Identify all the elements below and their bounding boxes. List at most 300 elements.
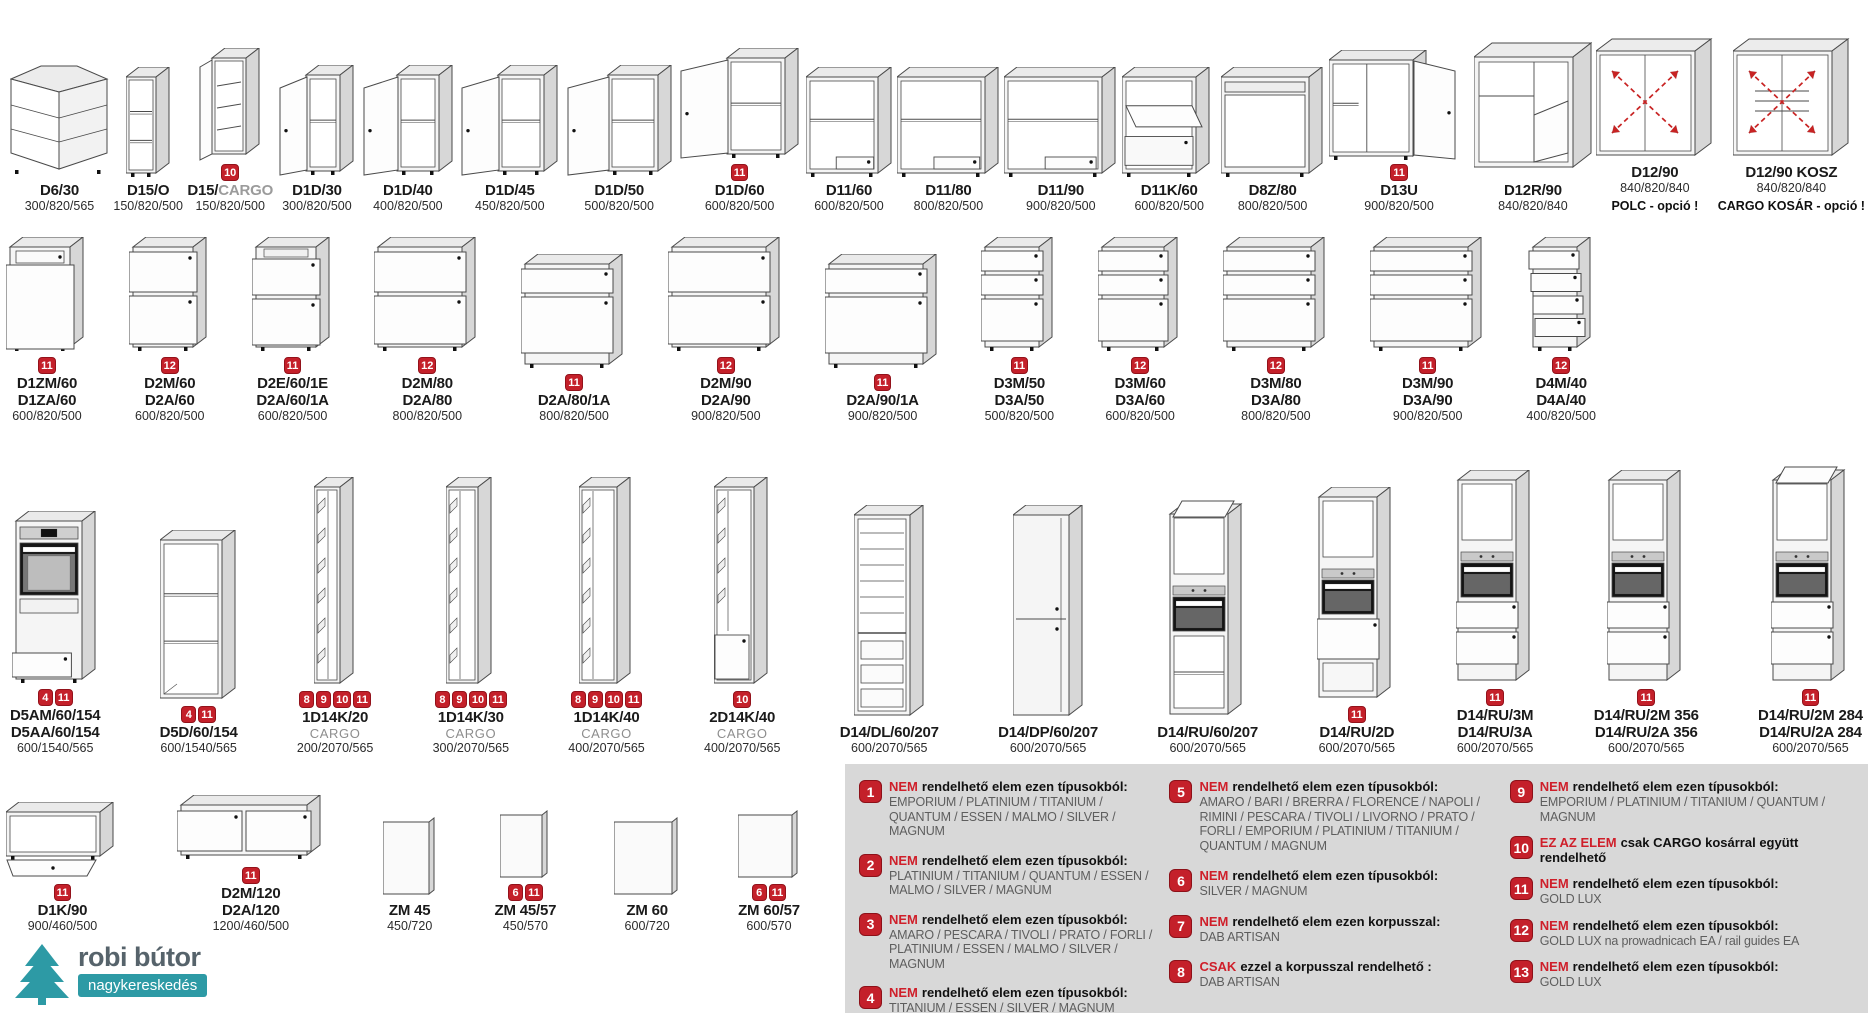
cabinet-code: D2M/90 xyxy=(700,375,752,392)
cabinet-code: D2A/80 xyxy=(402,392,453,409)
legend-item-7 xyxy=(1169,914,1497,945)
cabinet-subtype: CARGO xyxy=(581,726,632,741)
cabinet-dimensions: 600/2070/565 xyxy=(1608,741,1685,755)
cabinet-line-drawing xyxy=(361,65,455,179)
cabinet-item-d14-ru-2d xyxy=(1317,487,1396,756)
restriction-badge-6: 6 xyxy=(508,884,523,901)
badge-group xyxy=(1011,357,1029,374)
cabinet-code: 1D14K/30 xyxy=(437,709,504,726)
legend-text xyxy=(1199,779,1497,853)
cabinet-dimensions: 400/820/500 xyxy=(1526,409,1596,423)
cabinet-dimensions: 900/820/500 xyxy=(691,409,761,423)
legend-text xyxy=(889,912,1157,972)
cabinet-code: D2E/60/1E xyxy=(257,375,328,392)
cabinet-line-drawing xyxy=(668,237,784,355)
cabinet-dimensions: 900/820/500 xyxy=(1026,199,1096,213)
cabinet-code: D2A/120 xyxy=(221,902,280,919)
cabinet-code: D5D/60/154 xyxy=(159,724,238,741)
cabinet-line-drawing xyxy=(1098,237,1182,355)
restriction-badge-11: 11 xyxy=(1802,689,1820,706)
cabinet-line-drawing xyxy=(854,505,925,721)
cabinet-subtype: CARGO xyxy=(309,726,361,741)
restriction-badge-4: 4 xyxy=(181,706,196,723)
cabinet-line-drawing xyxy=(1013,505,1084,721)
cabinet-line-drawing xyxy=(1370,237,1486,355)
cabinet-dimensions: 900/820/500 xyxy=(1392,409,1463,423)
cabinet-code: D12R/90 xyxy=(1504,182,1562,199)
legend-lead-word: NEM xyxy=(1539,779,1569,794)
cabinet-item-d15-cargo xyxy=(187,48,273,214)
cabinet-dimensions: 900/820/500 xyxy=(847,409,918,423)
legend-headline xyxy=(889,985,1128,1000)
legend-headline xyxy=(1540,835,1858,865)
cabinet-item-d2m-60 xyxy=(129,237,211,424)
cabinet-code: D2A/90/1A xyxy=(846,392,919,409)
legend-head-rest: rendelhető elem ezen típusokból: xyxy=(1572,917,1779,933)
cabinet-item-d1k-90 xyxy=(6,802,119,934)
cabinet-code: D2A/80/1A xyxy=(537,392,611,409)
cabinet-code: D1K/90 xyxy=(37,902,88,919)
legend-type-list: GOLD LUX xyxy=(1539,892,1602,906)
cabinet-dimensions: 600/1540/565 xyxy=(16,741,94,755)
restriction-badge-10: 10 xyxy=(333,691,351,708)
cabinet-line-drawing xyxy=(374,237,480,355)
cabinet-subtype: CARGO xyxy=(445,726,497,741)
cabinet-line-drawing xyxy=(177,795,325,865)
legend-lead-word: NEM xyxy=(889,911,918,927)
cabinet-line-drawing xyxy=(6,237,88,355)
cabinet-row-tall xyxy=(0,430,1873,756)
badge-group xyxy=(508,884,543,901)
restriction-badge-11: 11 xyxy=(353,691,371,708)
cabinet-code: D1D/60 xyxy=(714,182,765,199)
legend-headline xyxy=(1199,868,1438,883)
cabinet-code: ZM 60 xyxy=(626,902,668,919)
cabinet-code: D3M/90 xyxy=(1401,375,1454,392)
legend-type-list: EMPORIUM / PLATINIUM / TITANIUM / QUANTUM / ESSEN / MALMO / SILVER / MAGNUM xyxy=(889,795,1116,838)
legend-item-13 xyxy=(1510,959,1858,990)
legend-lead-word: NEM xyxy=(1199,779,1229,794)
cabinet-dimensions: 500/820/500 xyxy=(584,199,654,213)
legend-item-9 xyxy=(1510,779,1858,824)
cabinet-dimensions: 600/820/500 xyxy=(257,409,328,423)
cabinet-code: D2M/60 xyxy=(144,375,196,392)
cabinet-dimensions: 400/2070/565 xyxy=(568,741,645,755)
legend-type-list: GOLD LUX xyxy=(1539,975,1602,989)
cabinet-item-d11-80 xyxy=(897,67,1000,214)
legend-item-5 xyxy=(1169,779,1497,853)
cabinet-item-d3m-90 xyxy=(1370,237,1486,424)
cabinet-dimensions: 600/2070/565 xyxy=(1009,741,1087,755)
logo-brand-text: robi bútor xyxy=(78,942,201,972)
legend-type-list: AMARO / BARI / BRERRA / FLORENCE / NAPOLI / RIMINI / PESCARA / TIVOLI / LIVORNO / PRATO / FORLI / EMPORIUM / PLATINIUM / TITANIUM / QUANTUM / MAGNUM xyxy=(1199,795,1480,853)
legend-column-1 xyxy=(859,779,1157,1015)
cabinet-line-drawing xyxy=(252,237,334,355)
legend-item-12 xyxy=(1510,918,1858,949)
cabinet-code: D14/RU/60/207 xyxy=(1157,724,1259,741)
legend-lead-word: NEM xyxy=(889,985,918,1000)
cabinet-code: ZM 45 xyxy=(388,902,431,919)
cabinet-line-drawing xyxy=(521,254,627,372)
cabinet-item-d5am-60-154 xyxy=(10,511,100,756)
legend-headline xyxy=(889,853,1157,868)
legend-item-8 xyxy=(1169,959,1497,990)
legend-number-badge: 13 xyxy=(1510,960,1533,983)
legend-item-2 xyxy=(859,853,1157,898)
cabinet-item-d14-ru-60-207 xyxy=(1157,489,1258,756)
badge-group xyxy=(284,357,302,374)
cabinet-item-d3m-50 xyxy=(981,237,1057,424)
cabinet-line-drawing xyxy=(738,810,800,882)
legend-number-badge: 1 xyxy=(859,780,882,803)
cabinet-line-drawing xyxy=(314,477,357,689)
legend-type-list: PLATINIUM / TITANIUM / QUANTUM / ESSEN / MALMO / SILVER / MAGNUM xyxy=(889,868,1149,897)
cabinet-option-note: POLC - opció ! xyxy=(1611,199,1699,213)
legend-headline xyxy=(1540,876,1779,891)
legend-lead-word: NEM xyxy=(1539,917,1569,933)
cabinet-dimensions: 300/2070/565 xyxy=(432,741,510,755)
cabinet-item-1d14k-30 xyxy=(433,477,509,756)
badge-group xyxy=(161,357,179,374)
cabinet-line-drawing xyxy=(446,477,495,689)
legend-head-rest: csak CARGO kosárral együtt rendelhető xyxy=(1539,835,1799,865)
badge-group xyxy=(1267,357,1285,374)
cabinet-item-d12-90-kosz xyxy=(1718,37,1865,214)
badge-group xyxy=(874,374,892,391)
cabinet-dimensions: 600/1540/565 xyxy=(160,741,237,755)
legend-lead-word: NEM xyxy=(1539,959,1569,974)
cabinet-line-drawing xyxy=(825,254,941,372)
legend-headline xyxy=(1199,914,1440,929)
badge-group xyxy=(242,867,260,884)
cabinet-code: D6/30 xyxy=(39,182,80,199)
badge-group xyxy=(717,357,735,374)
cabinet-code: 2D14K/40 xyxy=(709,709,776,726)
cabinet-line-drawing xyxy=(806,67,893,179)
legend-headline xyxy=(1540,918,1799,933)
badge-group xyxy=(731,164,749,181)
restriction-badge-6: 6 xyxy=(752,884,767,901)
cabinet-code: D4M/40 xyxy=(1535,375,1587,392)
legend-number-badge: 10 xyxy=(1510,836,1533,859)
cabinet-item-d2e-60-1e xyxy=(252,237,334,424)
cabinet-item-d14-ru-2m-356 xyxy=(1594,470,1699,756)
cabinet-dimensions: 600/2070/565 xyxy=(1318,741,1396,755)
cabinet-dimensions: 300/820/565 xyxy=(24,199,95,213)
restriction-badge-11: 11 xyxy=(1348,706,1366,723)
restriction-badge-8: 8 xyxy=(571,691,586,708)
cabinet-item-d14-ru-3m xyxy=(1456,470,1535,756)
restriction-badge-12: 12 xyxy=(717,357,735,374)
legend-number-badge: 4 xyxy=(859,986,882,1009)
legend-headline xyxy=(1199,959,1431,974)
cabinet-item-zm-45-57 xyxy=(495,810,557,934)
cabinet-item-zm-45 xyxy=(383,817,437,934)
cabinet-item-d2m-90 xyxy=(668,237,784,424)
legend-lead-word: CSAK xyxy=(1199,959,1237,974)
cabinet-dimensions: 150/820/500 xyxy=(113,199,183,213)
restriction-badge-11: 11 xyxy=(1011,357,1029,374)
legend-lead-word: NEM xyxy=(1539,876,1569,891)
cabinet-item-d4m-40 xyxy=(1526,237,1596,424)
cabinet-item-d2a-90-1a xyxy=(825,254,941,424)
cabinet-line-drawing xyxy=(1168,489,1247,721)
cabinet-item-d11-90 xyxy=(1004,67,1117,214)
cabinet-line-drawing xyxy=(500,810,550,882)
cabinet-item-zm-60-57 xyxy=(738,810,800,934)
cabinet-item-d3m-60 xyxy=(1098,237,1182,424)
cabinet-line-drawing xyxy=(129,237,211,355)
restriction-badge-12: 12 xyxy=(1552,357,1570,374)
legend-column-2 xyxy=(1169,779,1497,1005)
cabinet-line-drawing xyxy=(1771,455,1850,687)
cabinet-dimensions: 600/2070/565 xyxy=(1169,741,1246,755)
cabinet-item-d15-o xyxy=(113,67,183,214)
legend-number-badge: 6 xyxy=(1169,869,1192,892)
legend-head-rest: rendelhető elem ezen típusokból: xyxy=(1572,876,1779,891)
restriction-badge-8: 8 xyxy=(435,691,450,708)
restriction-badge-11: 11 xyxy=(54,884,72,901)
legend-type-list: DAB ARTISAN xyxy=(1199,929,1280,944)
legend-item-10 xyxy=(1510,835,1858,865)
cabinet-code: D14/DL/60/207 xyxy=(839,724,939,741)
legend-head-rest: rendelhető elem ezen típusokból: xyxy=(921,852,1128,868)
legend-head-rest: rendelhető elem ezen korpusszal: xyxy=(1232,913,1441,929)
legend-type-list: GOLD LUX na prowadnicach EA / rail guides EA xyxy=(1539,933,1800,948)
legend-column-3 xyxy=(1510,779,1858,1005)
cabinet-code: D14/RU/2M 356 xyxy=(1593,707,1699,724)
cabinet-line-drawing xyxy=(678,48,801,162)
cabinet-item-d14-dl-60-207 xyxy=(840,505,939,756)
cabinet-line-drawing xyxy=(6,802,119,882)
restriction-badge-11: 11 xyxy=(565,374,583,391)
cabinet-item-d1zm-60 xyxy=(6,237,88,424)
legend-head-rest: rendelhető elem ezen típusokból: xyxy=(921,985,1128,1000)
cabinet-line-drawing xyxy=(1223,237,1329,355)
cabinet-code: D1D/45 xyxy=(484,182,535,199)
cabinet-item-d8z-80 xyxy=(1221,67,1324,214)
restriction-badge-12: 12 xyxy=(418,357,436,374)
cabinet-item-2d14k-40 xyxy=(704,477,780,756)
cabinet-line-drawing xyxy=(1004,67,1117,179)
badge-group xyxy=(1348,706,1366,723)
legend-head-rest: ezzel a korpusszal rendelhető : xyxy=(1240,959,1432,974)
cabinet-dimensions: 300/820/500 xyxy=(282,199,352,213)
cabinet-item-d1d-45 xyxy=(459,65,560,214)
restriction-badge-8: 8 xyxy=(299,691,314,708)
cabinet-line-drawing xyxy=(714,477,771,689)
cabinet-dimensions: 1200/460/500 xyxy=(212,919,290,933)
legend-text xyxy=(1199,914,1440,945)
legend-number-badge: 11 xyxy=(1510,877,1533,900)
cabinet-line-drawing xyxy=(1474,41,1592,179)
cabinet-line-drawing xyxy=(981,237,1057,355)
cabinet-subtype: CARGO xyxy=(716,726,768,741)
badge-group xyxy=(1390,164,1408,181)
cabinet-code: D14/RU/3M xyxy=(1456,707,1534,724)
badge-group xyxy=(1802,689,1820,706)
cabinet-code: D5AA/60/154 xyxy=(10,724,100,741)
cabinet-item-1d14k-20 xyxy=(297,477,373,756)
badge-group xyxy=(752,884,787,901)
cabinet-row-base xyxy=(0,12,1873,214)
legend-number-badge: 7 xyxy=(1169,915,1192,938)
cabinet-line-drawing xyxy=(1122,67,1217,179)
cabinet-dimensions: 450/570 xyxy=(502,919,548,933)
cabinet-dimensions: 800/820/500 xyxy=(1241,409,1311,423)
cabinet-code: 1D14K/20 xyxy=(302,709,369,726)
cabinet-dimensions: 800/820/500 xyxy=(913,199,984,213)
cabinet-dimensions: 840/820/840 xyxy=(1498,199,1568,213)
cabinet-dimensions: 600/2070/565 xyxy=(851,741,928,755)
cabinet-item-1d14k-40 xyxy=(568,477,644,756)
cabinet-line-drawing xyxy=(277,65,356,179)
legend-headline xyxy=(889,779,1157,794)
cabinet-code: D3A/60 xyxy=(1115,392,1165,409)
cabinet-option-note: CARGO KOSÁR - opció ! xyxy=(1717,199,1865,213)
restriction-badge-10: 10 xyxy=(733,691,751,708)
legend-type-list: SILVER / MAGNUM xyxy=(1199,884,1308,898)
cabinet-line-drawing xyxy=(579,477,634,689)
cabinet-line-drawing xyxy=(12,511,99,687)
cabinet-code: D2A/90 xyxy=(700,392,751,409)
cabinet-dimensions: 800/820/500 xyxy=(392,409,463,423)
restriction-badge-9: 9 xyxy=(588,691,603,708)
legend-text xyxy=(1540,959,1779,990)
cabinet-item-d14-ru-2m-284 xyxy=(1758,455,1863,756)
cabinet-line-drawing xyxy=(160,530,237,704)
company-logo xyxy=(14,942,207,1011)
cabinet-line-drawing xyxy=(1733,37,1850,161)
cabinet-dimensions: 450/820/500 xyxy=(475,199,545,213)
cabinet-dimensions: 600/820/500 xyxy=(135,409,205,423)
restriction-badge-11: 11 xyxy=(242,867,260,884)
restriction-badge-12: 12 xyxy=(1267,357,1285,374)
cabinet-code: D4A/40 xyxy=(1536,392,1587,409)
cabinet-line-drawing xyxy=(565,65,674,179)
cabinet-row-drawers xyxy=(2,224,1600,424)
legend-number-badge: 9 xyxy=(1510,780,1533,803)
cabinet-item-d12r-90 xyxy=(1474,41,1592,214)
cabinet-code: ZM 60/57 xyxy=(738,902,800,919)
badge-group xyxy=(1419,357,1437,374)
cabinet-code: D14/DP/60/207 xyxy=(998,724,1099,741)
badge-group xyxy=(1486,689,1504,706)
cabinet-dimensions: 900/820/500 xyxy=(1364,199,1434,213)
cabinet-dimensions: 600/820/500 xyxy=(1105,409,1175,423)
cabinet-code: D2M/80 xyxy=(401,375,453,392)
badge-group xyxy=(38,357,56,374)
cabinet-dimensions: 600/820/500 xyxy=(814,199,884,213)
cabinet-code: D12/90 xyxy=(1631,164,1679,181)
badge-group xyxy=(38,689,73,706)
cabinet-line-drawing xyxy=(1596,37,1713,161)
cabinet-dimensions: 840/820/840 xyxy=(1620,181,1690,195)
legend-lead-word: NEM xyxy=(889,852,918,868)
restriction-badge-11: 11 xyxy=(55,689,73,706)
cabinet-line-drawing xyxy=(1329,50,1470,162)
legend-text xyxy=(1540,918,1799,949)
legend-text xyxy=(1540,779,1858,824)
restriction-badge-9: 9 xyxy=(316,691,331,708)
cabinet-item-d1d-30 xyxy=(277,65,356,214)
cabinet-code: D15/CARGO xyxy=(187,182,274,199)
cabinet-item-d1d-40 xyxy=(361,65,455,214)
legend-lead-word: NEM xyxy=(1199,913,1229,929)
cabinet-code: D3A/90 xyxy=(1402,392,1453,409)
cabinet-code: D11/90 xyxy=(1037,182,1084,199)
legend-headline xyxy=(1199,779,1497,794)
cabinet-dimensions: 600/2070/565 xyxy=(1456,741,1534,755)
legend-head-rest: rendelhető elem ezen típusokból: xyxy=(1232,868,1439,883)
cabinet-dimensions: 600/820/500 xyxy=(12,409,82,423)
cabinet-item-d13u xyxy=(1329,50,1470,214)
legend-text xyxy=(889,779,1157,839)
cabinet-code: D2M/120 xyxy=(221,885,281,902)
cabinet-code: D11K/60 xyxy=(1140,182,1198,199)
cabinet-dimensions: 150/820/500 xyxy=(195,199,265,213)
cabinet-code: D14/RU/2D xyxy=(1319,724,1395,741)
cabinet-code: D3M/80 xyxy=(1250,375,1302,392)
restriction-badge-10: 10 xyxy=(221,164,239,181)
logo-subtitle: nagykereskedés xyxy=(78,974,207,997)
legend-lead-word: NEM xyxy=(1199,868,1229,883)
cabinet-code: D3A/80 xyxy=(1251,392,1301,409)
badge-group xyxy=(435,691,507,708)
cabinet-code: ZM 45/57 xyxy=(494,902,557,919)
tree-logo-icon xyxy=(14,942,70,1011)
legend-headline xyxy=(1540,959,1779,974)
cabinet-line-drawing xyxy=(1456,470,1535,687)
restriction-badge-11: 11 xyxy=(731,164,749,181)
restriction-badge-12: 12 xyxy=(161,357,179,374)
cabinet-code: D3M/60 xyxy=(1114,375,1166,392)
legend-text xyxy=(1540,835,1858,865)
restriction-badge-12: 12 xyxy=(1131,357,1149,374)
badge-group xyxy=(181,706,216,723)
cabinet-code: D15/O xyxy=(126,182,170,199)
legend-item-11 xyxy=(1510,876,1858,907)
legend-type-list: TITANIUM / ESSEN / SILVER / MAGNUM xyxy=(889,1001,1115,1015)
cabinet-dimensions: 600/820/500 xyxy=(1134,199,1204,213)
badge-group xyxy=(571,691,643,708)
cabinet-code: D1ZA/60 xyxy=(17,392,77,409)
legend-text xyxy=(1199,868,1438,899)
restriction-badge-10: 10 xyxy=(605,691,623,708)
cabinet-code: D12/90 KOSZ xyxy=(1745,164,1838,181)
restriction-badge-11: 11 xyxy=(874,374,892,391)
cabinet-dimensions: 200/2070/565 xyxy=(296,741,374,755)
legend-lead-word: NEM xyxy=(889,779,918,794)
cabinet-line-drawing xyxy=(1527,237,1596,355)
cabinet-item-d11k-60 xyxy=(1122,67,1217,214)
restriction-badge-11: 11 xyxy=(1390,164,1408,181)
legend-head-rest: rendelhető elem ezen típusokból: xyxy=(1572,959,1779,974)
badge-group xyxy=(1637,689,1655,706)
restriction-badge-11: 11 xyxy=(1486,689,1504,706)
cabinet-dimensions: 600/720 xyxy=(624,919,670,933)
legend-head-rest: rendelhető elem ezen típusokból: xyxy=(921,779,1128,794)
legend-head-rest: rendelhető elem ezen típusokból: xyxy=(1232,779,1439,794)
cabinet-item-d1d-60 xyxy=(678,48,801,214)
legend-text xyxy=(1199,959,1431,990)
cabinet-code: D5AM/60/154 xyxy=(10,707,101,724)
cabinet-dimensions: 900/460/500 xyxy=(27,919,98,933)
cabinet-row-low-panels xyxy=(2,764,804,934)
cabinet-code: D14/RU/2A 284 xyxy=(1759,724,1862,741)
cabinet-code: D8Z/80 xyxy=(1248,182,1297,199)
cabinet-item-d3m-80 xyxy=(1223,237,1329,424)
